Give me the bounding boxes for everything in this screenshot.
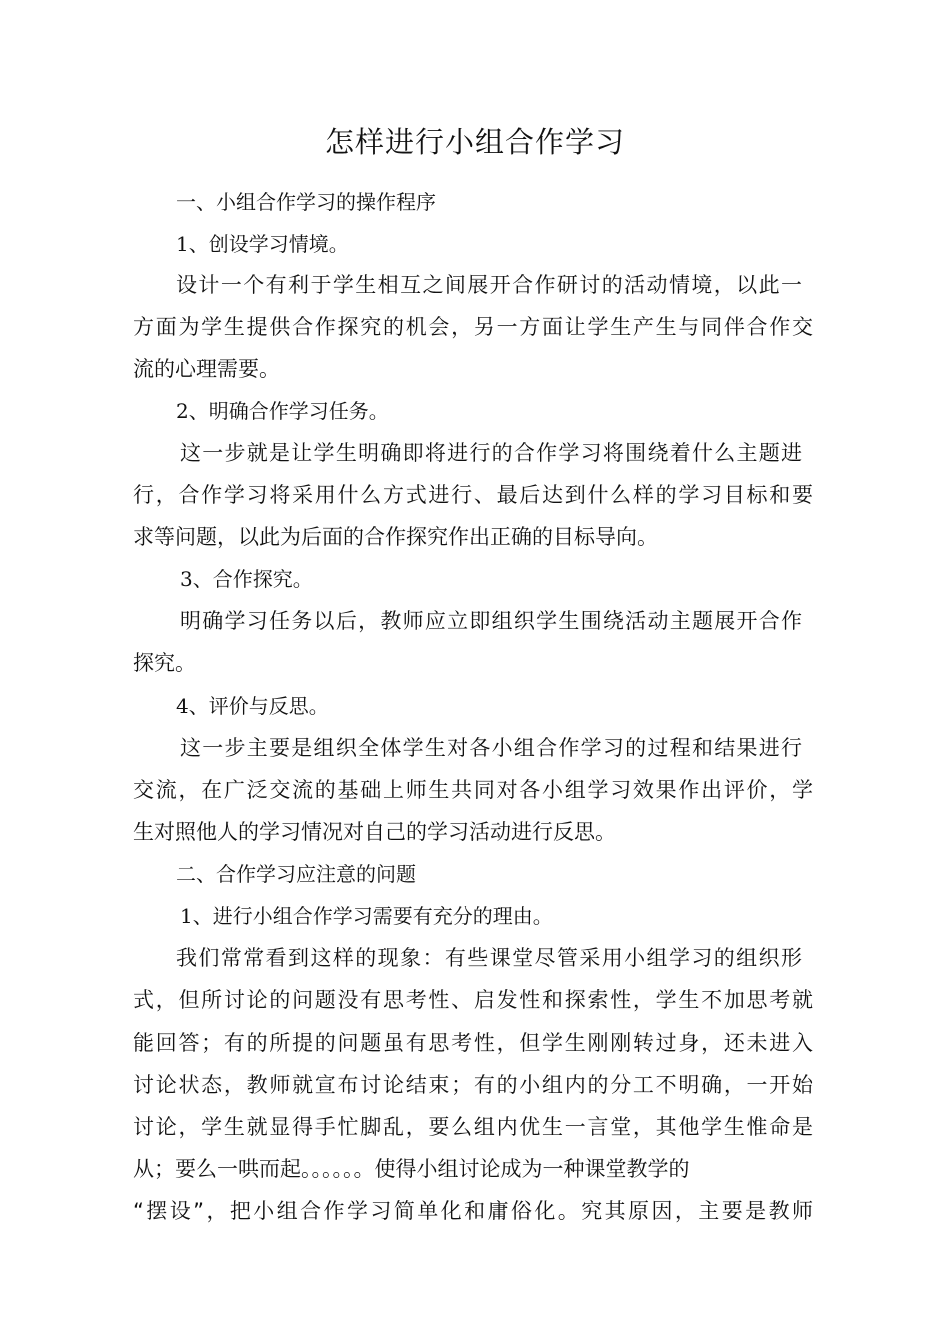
paragraph-line: 方面为学生提供合作探究的机会，另一方面让学生产生与同伴合作交 [133,315,813,339]
paragraph-line: 行，合作学习将采用什么方式进行、最后达到什么样的学习目标和要 [133,483,813,507]
step3-heading: 3、合作探究。 [180,567,313,591]
paragraph-line: 设计一个有利于学生相互之间展开合作研讨的活动情境，以此一 [176,273,802,297]
paragraph-line: 讨论状态，教师就宣布讨论结束；有的小组内的分工不明确，一开始 [133,1073,813,1097]
step1-heading: 1、创设学习情境。 [176,232,349,256]
paragraph-line: 式，但所讨论的问题没有思考性、启发性和探索性，学生不加思考就 [133,988,813,1012]
paragraph-line: 讨论，学生就显得手忙脚乱，要么组内优生一言堂，其他学生惟命是 [133,1115,813,1139]
paragraph-line: 生对照他人的学习情况对自己的学习活动进行反思。 [133,820,616,844]
section1-heading: 一、小组合作学习的操作程序 [176,190,436,214]
paragraph-line: 能回答；有的所提的问题虽有思考性，但学生刚刚转过身，还未进入 [133,1031,813,1055]
paragraph-line: 这一步主要是组织全体学生对各小组合作学习的过程和结果进行 [180,736,802,760]
paragraph-line: 流的心理需要。 [133,357,280,381]
section2-heading: 二、合作学习应注意的问题 [176,862,416,886]
paragraph-line: 我们常常看到这样的现象：有些课堂尽管采用小组学习的组织形 [176,946,802,970]
paragraph-line: 从；要么一哄而起。。。。。。使得小组讨论成为一种课堂教学的 [133,1157,690,1181]
paragraph-line: “摆设”，把小组合作学习简单化和庸俗化。究其原因，主要是教师 [133,1199,813,1223]
step2-heading: 2、明确合作学习任务。 [176,399,389,423]
item1-heading: 1、进行小组合作学习需要有充分的理由。 [180,904,553,928]
step4-heading: 4、评价与反思。 [176,694,329,718]
paragraph-line: 明确学习任务以后，教师应立即组织学生围绕活动主题展开合作 [180,609,802,633]
paragraph-line: 探究。 [133,651,196,675]
document-title: 怎样进行小组合作学习 [324,125,625,159]
paragraph-line: 求等问题，以此为后面的合作探究作出正确的目标导向。 [133,525,658,549]
paragraph-line: 这一步就是让学生明确即将进行的合作学习将围绕着什么主题进 [180,441,802,465]
paragraph-line: 交流，在广泛交流的基础上师生共同对各小组学习效果作出评价，学 [133,778,813,802]
